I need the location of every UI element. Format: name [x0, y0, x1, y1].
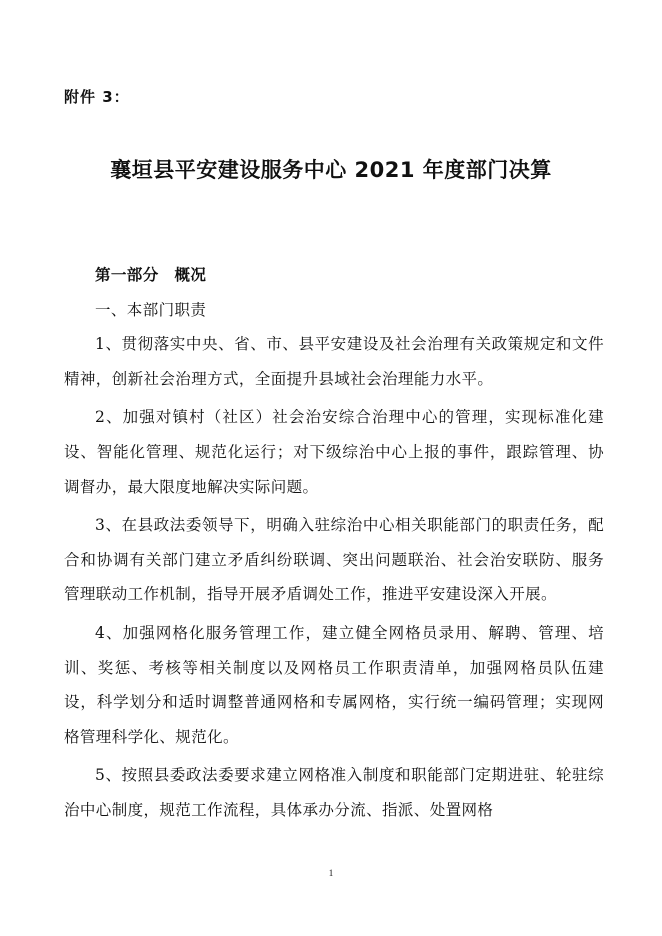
- duty-paragraph-2: 2、加强对镇村（社区）社会治安综合治理中心的管理，实现标准化建设、智能化管理、规范化运行；对下级综治中心上报的事件，跟踪管理、协调督办，最大限度地解决实际问题。: [64, 408, 604, 496]
- section-heading: 一、本部门职责: [95, 300, 207, 319]
- duty-paragraph-4: 4、加强网格化服务管理工作，建立健全网格员录用、解聘、管理、培训、奖惩、考核等相关制度以及网格员工作职责清单，加强网格员队伍建设，科学划分和适时调整普通网格和专属网格，实行统一编码管理；实现网格管理科学化、规范化。: [64, 623, 604, 746]
- document-title: 襄垣县平安建设服务中心 2021 年度部门决算: [110, 158, 552, 182]
- duty-paragraph-5: 5、按照县委政法委要求建立网格准入制度和职能部门定期进驻、轮驻综治中心制度，规范工作流程，具体承办分流、指派、处置网格: [64, 766, 604, 819]
- document-body: [64, 258, 604, 828]
- duty-paragraph-3: 3、在县政法委领导下，明确入驻综治中心相关职能部门的职责任务，配合和协调有关部门建立矛盾纠纷联调、突出问题联治、社会治安联防、服务管理联动工作机制，指导开展矛盾调处工作，推进平安建设深入开展。: [64, 516, 604, 604]
- part-heading: 第一部分 概况: [95, 266, 207, 284]
- duty-paragraph-1: 1、贯彻落实中央、省、市、县平安建设及社会治理有关政策规定和文件精神，创新社会治理方式，全面提升县域社会治理能力水平。: [64, 335, 604, 388]
- page-number: 1: [328, 868, 334, 878]
- attachment-label: 附件 3：: [64, 88, 130, 106]
